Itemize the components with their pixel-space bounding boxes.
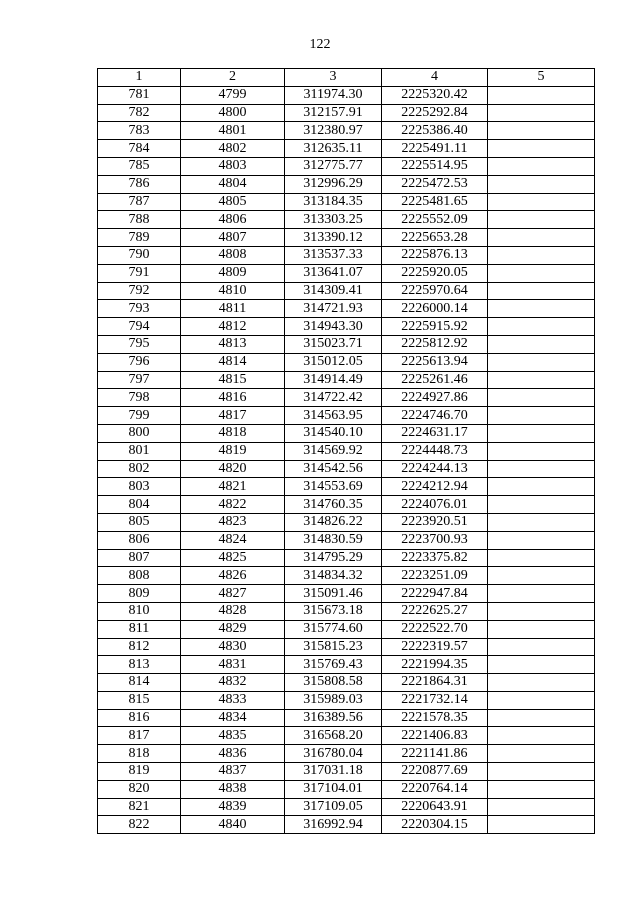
table-cell: 314722.42 bbox=[285, 389, 382, 407]
table-row bbox=[98, 407, 595, 425]
table-cell: 4801 bbox=[181, 122, 285, 140]
table-cell: 314914.49 bbox=[285, 371, 382, 389]
table-cell: 314563.95 bbox=[285, 407, 382, 425]
table-cell bbox=[488, 282, 595, 300]
table-cell bbox=[488, 674, 595, 692]
table-row bbox=[98, 727, 595, 745]
table-cell: 4836 bbox=[181, 745, 285, 763]
table-row bbox=[98, 691, 595, 709]
table-row bbox=[98, 460, 595, 478]
table-row bbox=[98, 211, 595, 229]
table-row bbox=[98, 353, 595, 371]
table-cell: 314553.69 bbox=[285, 478, 382, 496]
table-cell: 803 bbox=[98, 478, 181, 496]
table-row bbox=[98, 549, 595, 567]
table-cell bbox=[488, 122, 595, 140]
table-cell: 2222319.57 bbox=[382, 638, 488, 656]
table-cell bbox=[488, 300, 595, 318]
table-cell bbox=[488, 816, 595, 834]
table-cell: 4818 bbox=[181, 424, 285, 442]
table-cell bbox=[488, 513, 595, 531]
table-cell: 2225386.40 bbox=[382, 122, 488, 140]
table-cell: 4838 bbox=[181, 780, 285, 798]
table-cell: 4831 bbox=[181, 656, 285, 674]
table-cell: 316389.56 bbox=[285, 709, 382, 727]
table-cell: 2225970.64 bbox=[382, 282, 488, 300]
table-cell: 819 bbox=[98, 763, 181, 781]
table-cell bbox=[488, 318, 595, 336]
table-cell bbox=[488, 602, 595, 620]
column-header: 4 bbox=[382, 69, 488, 87]
table-row bbox=[98, 602, 595, 620]
table-cell: 4832 bbox=[181, 674, 285, 692]
table-cell: 4830 bbox=[181, 638, 285, 656]
table-cell: 317109.05 bbox=[285, 798, 382, 816]
table-cell: 2224927.86 bbox=[382, 389, 488, 407]
table-cell: 2225514.95 bbox=[382, 157, 488, 175]
table-cell: 313641.07 bbox=[285, 264, 382, 282]
table-row bbox=[98, 318, 595, 336]
table-cell: 2221406.83 bbox=[382, 727, 488, 745]
table-cell: 4800 bbox=[181, 104, 285, 122]
table-cell: 799 bbox=[98, 407, 181, 425]
table-cell: 2225481.65 bbox=[382, 193, 488, 211]
table-cell: 2224244.13 bbox=[382, 460, 488, 478]
table-cell bbox=[488, 264, 595, 282]
table-cell: 4799 bbox=[181, 86, 285, 104]
table-cell bbox=[488, 745, 595, 763]
table-cell: 782 bbox=[98, 104, 181, 122]
table-cell: 812 bbox=[98, 638, 181, 656]
table-cell: 314569.92 bbox=[285, 442, 382, 460]
table-row bbox=[98, 300, 595, 318]
table-cell: 312635.11 bbox=[285, 140, 382, 158]
table-cell: 314834.32 bbox=[285, 567, 382, 585]
table-cell: 797 bbox=[98, 371, 181, 389]
table-row bbox=[98, 816, 595, 834]
table-cell: 789 bbox=[98, 229, 181, 247]
table-row bbox=[98, 335, 595, 353]
table-cell: 4816 bbox=[181, 389, 285, 407]
table-cell: 2223375.82 bbox=[382, 549, 488, 567]
table-row bbox=[98, 122, 595, 140]
table-cell: 311974.30 bbox=[285, 86, 382, 104]
table-cell: 312775.77 bbox=[285, 157, 382, 175]
table-cell: 811 bbox=[98, 620, 181, 638]
table-cell: 2223700.93 bbox=[382, 531, 488, 549]
table-cell: 805 bbox=[98, 513, 181, 531]
column-header: 3 bbox=[285, 69, 382, 87]
table-cell: 315808.58 bbox=[285, 674, 382, 692]
table-cell: 2225812.92 bbox=[382, 335, 488, 353]
table-cell: 2220304.15 bbox=[382, 816, 488, 834]
table-cell bbox=[488, 549, 595, 567]
table-cell: 2225261.46 bbox=[382, 371, 488, 389]
table-cell bbox=[488, 371, 595, 389]
table-cell: 313184.35 bbox=[285, 193, 382, 211]
table-row bbox=[98, 371, 595, 389]
table-cell: 4837 bbox=[181, 763, 285, 781]
table-cell: 2220643.91 bbox=[382, 798, 488, 816]
table-cell: 314721.93 bbox=[285, 300, 382, 318]
table-cell bbox=[488, 175, 595, 193]
table-cell: 4825 bbox=[181, 549, 285, 567]
table-cell: 4839 bbox=[181, 798, 285, 816]
table-row bbox=[98, 763, 595, 781]
table-cell: 783 bbox=[98, 122, 181, 140]
table-cell: 2225876.13 bbox=[382, 246, 488, 264]
table-cell: 316992.94 bbox=[285, 816, 382, 834]
table-row bbox=[98, 282, 595, 300]
table-cell: 4813 bbox=[181, 335, 285, 353]
table-cell: 810 bbox=[98, 602, 181, 620]
table-cell: 312157.91 bbox=[285, 104, 382, 122]
table-cell: 2225552.09 bbox=[382, 211, 488, 229]
table-cell: 2225613.94 bbox=[382, 353, 488, 371]
table-cell bbox=[488, 389, 595, 407]
table-cell bbox=[488, 157, 595, 175]
table-cell: 2224212.94 bbox=[382, 478, 488, 496]
table-cell: 4811 bbox=[181, 300, 285, 318]
table-cell: 4826 bbox=[181, 567, 285, 585]
table-cell: 315774.60 bbox=[285, 620, 382, 638]
table-cell: 317104.01 bbox=[285, 780, 382, 798]
table-cell bbox=[488, 496, 595, 514]
table-cell: 2224076.01 bbox=[382, 496, 488, 514]
table-cell: 2223920.51 bbox=[382, 513, 488, 531]
table-cell: 315769.43 bbox=[285, 656, 382, 674]
table-cell bbox=[488, 478, 595, 496]
table-cell: 4829 bbox=[181, 620, 285, 638]
table-row bbox=[98, 442, 595, 460]
table-row bbox=[98, 264, 595, 282]
table-row bbox=[98, 513, 595, 531]
table-cell: 793 bbox=[98, 300, 181, 318]
table-cell: 4812 bbox=[181, 318, 285, 336]
table-row bbox=[98, 157, 595, 175]
table-cell: 4807 bbox=[181, 229, 285, 247]
table-cell: 314540.10 bbox=[285, 424, 382, 442]
table-cell bbox=[488, 727, 595, 745]
table-cell bbox=[488, 353, 595, 371]
table-cell: 785 bbox=[98, 157, 181, 175]
table-cell: 792 bbox=[98, 282, 181, 300]
table-row bbox=[98, 531, 595, 549]
table-row bbox=[98, 86, 595, 104]
table-cell bbox=[488, 763, 595, 781]
table-cell: 315673.18 bbox=[285, 602, 382, 620]
table-cell bbox=[488, 229, 595, 247]
table-cell: 312996.29 bbox=[285, 175, 382, 193]
table-cell: 817 bbox=[98, 727, 181, 745]
table-row bbox=[98, 798, 595, 816]
table-cell: 2224746.70 bbox=[382, 407, 488, 425]
table-cell bbox=[488, 104, 595, 122]
table-cell: 2226000.14 bbox=[382, 300, 488, 318]
table-cell: 4804 bbox=[181, 175, 285, 193]
table-cell: 4809 bbox=[181, 264, 285, 282]
column-header: 2 bbox=[181, 69, 285, 87]
table-cell: 809 bbox=[98, 585, 181, 603]
table-cell: 802 bbox=[98, 460, 181, 478]
table-row bbox=[98, 745, 595, 763]
table-cell: 315091.46 bbox=[285, 585, 382, 603]
table-row bbox=[98, 229, 595, 247]
table-cell: 801 bbox=[98, 442, 181, 460]
table-cell bbox=[488, 211, 595, 229]
table-cell bbox=[488, 780, 595, 798]
table-cell: 788 bbox=[98, 211, 181, 229]
table-cell: 313390.12 bbox=[285, 229, 382, 247]
table-cell: 4835 bbox=[181, 727, 285, 745]
table-cell: 2225320.42 bbox=[382, 86, 488, 104]
table-row bbox=[98, 780, 595, 798]
table-cell: 315989.03 bbox=[285, 691, 382, 709]
column-header: 5 bbox=[488, 69, 595, 87]
table-cell bbox=[488, 585, 595, 603]
table-cell bbox=[488, 567, 595, 585]
table-cell bbox=[488, 531, 595, 549]
table-cell: 4821 bbox=[181, 478, 285, 496]
table-cell bbox=[488, 620, 595, 638]
table-cell bbox=[488, 193, 595, 211]
table-cell: 2225491.11 bbox=[382, 140, 488, 158]
table-row bbox=[98, 638, 595, 656]
table-cell: 4808 bbox=[181, 246, 285, 264]
table-cell: 313537.33 bbox=[285, 246, 382, 264]
table-cell: 4828 bbox=[181, 602, 285, 620]
table-cell: 2221864.31 bbox=[382, 674, 488, 692]
table-cell bbox=[488, 335, 595, 353]
table-cell: 315012.05 bbox=[285, 353, 382, 371]
table-row bbox=[98, 424, 595, 442]
table-cell bbox=[488, 442, 595, 460]
table-cell: 2225472.53 bbox=[382, 175, 488, 193]
table-cell: 2221994.35 bbox=[382, 656, 488, 674]
table-cell: 314542.56 bbox=[285, 460, 382, 478]
table-cell: 781 bbox=[98, 86, 181, 104]
table-cell: 790 bbox=[98, 246, 181, 264]
table-cell: 4810 bbox=[181, 282, 285, 300]
table-cell: 2221732.14 bbox=[382, 691, 488, 709]
table-cell: 2224631.17 bbox=[382, 424, 488, 442]
table-row bbox=[98, 674, 595, 692]
table-cell: 2221578.35 bbox=[382, 709, 488, 727]
table-cell: 807 bbox=[98, 549, 181, 567]
table-cell: 794 bbox=[98, 318, 181, 336]
table-cell: 4805 bbox=[181, 193, 285, 211]
table-cell: 4827 bbox=[181, 585, 285, 603]
table-cell: 2225653.28 bbox=[382, 229, 488, 247]
table-cell: 315815.23 bbox=[285, 638, 382, 656]
table-cell bbox=[488, 246, 595, 264]
table-cell bbox=[488, 691, 595, 709]
table-row bbox=[98, 585, 595, 603]
table-cell: 806 bbox=[98, 531, 181, 549]
table-cell: 796 bbox=[98, 353, 181, 371]
table-cell: 314830.59 bbox=[285, 531, 382, 549]
table-cell: 2225292.84 bbox=[382, 104, 488, 122]
table-cell: 314795.29 bbox=[285, 549, 382, 567]
table-cell bbox=[488, 424, 595, 442]
table-cell: 4823 bbox=[181, 513, 285, 531]
table-cell: 317031.18 bbox=[285, 763, 382, 781]
table-header-row bbox=[98, 69, 595, 87]
table-cell: 4817 bbox=[181, 407, 285, 425]
table-row bbox=[98, 175, 595, 193]
table-cell: 4840 bbox=[181, 816, 285, 834]
table-cell bbox=[488, 656, 595, 674]
table-row bbox=[98, 656, 595, 674]
table-cell: 312380.97 bbox=[285, 122, 382, 140]
table-cell: 795 bbox=[98, 335, 181, 353]
table-cell: 315023.71 bbox=[285, 335, 382, 353]
table-cell: 4814 bbox=[181, 353, 285, 371]
table-cell: 2222522.70 bbox=[382, 620, 488, 638]
table-cell: 2222947.84 bbox=[382, 585, 488, 603]
table-cell bbox=[488, 798, 595, 816]
table-cell: 787 bbox=[98, 193, 181, 211]
table-cell: 4806 bbox=[181, 211, 285, 229]
table-cell: 4819 bbox=[181, 442, 285, 460]
table-cell: 2222625.27 bbox=[382, 602, 488, 620]
table-row bbox=[98, 567, 595, 585]
table-cell: 816 bbox=[98, 709, 181, 727]
table-cell: 316780.04 bbox=[285, 745, 382, 763]
table-cell: 822 bbox=[98, 816, 181, 834]
table-cell: 313303.25 bbox=[285, 211, 382, 229]
table-cell: 814 bbox=[98, 674, 181, 692]
table-cell: 821 bbox=[98, 798, 181, 816]
table-row bbox=[98, 496, 595, 514]
table-cell: 2220877.69 bbox=[382, 763, 488, 781]
table-cell: 4833 bbox=[181, 691, 285, 709]
table-cell: 820 bbox=[98, 780, 181, 798]
table-cell bbox=[488, 460, 595, 478]
table-row bbox=[98, 389, 595, 407]
table-cell: 2220764.14 bbox=[382, 780, 488, 798]
table-cell: 4834 bbox=[181, 709, 285, 727]
table-cell bbox=[488, 407, 595, 425]
table-cell: 800 bbox=[98, 424, 181, 442]
table-cell bbox=[488, 638, 595, 656]
table-row bbox=[98, 246, 595, 264]
table-row bbox=[98, 193, 595, 211]
table-cell: 791 bbox=[98, 264, 181, 282]
table-row bbox=[98, 140, 595, 158]
table-cell: 2225915.92 bbox=[382, 318, 488, 336]
table-cell: 804 bbox=[98, 496, 181, 514]
table-row bbox=[98, 478, 595, 496]
table-row bbox=[98, 709, 595, 727]
table-cell: 316568.20 bbox=[285, 727, 382, 745]
table-cell: 314943.30 bbox=[285, 318, 382, 336]
table-cell: 2223251.09 bbox=[382, 567, 488, 585]
table-cell bbox=[488, 86, 595, 104]
table-cell: 818 bbox=[98, 745, 181, 763]
table-cell: 786 bbox=[98, 175, 181, 193]
table-cell: 815 bbox=[98, 691, 181, 709]
table-cell bbox=[488, 140, 595, 158]
table-cell: 314760.35 bbox=[285, 496, 382, 514]
table-cell: 4822 bbox=[181, 496, 285, 514]
table-cell: 813 bbox=[98, 656, 181, 674]
table-cell: 2221141.86 bbox=[382, 745, 488, 763]
table-cell: 798 bbox=[98, 389, 181, 407]
column-header: 1 bbox=[98, 69, 181, 87]
table-row bbox=[98, 620, 595, 638]
page-number: 122 bbox=[309, 37, 331, 52]
table-cell: 4820 bbox=[181, 460, 285, 478]
table-cell: 808 bbox=[98, 567, 181, 585]
table-cell bbox=[488, 709, 595, 727]
coordinates-table bbox=[97, 68, 595, 834]
table-cell: 784 bbox=[98, 140, 181, 158]
table-cell: 4802 bbox=[181, 140, 285, 158]
table-cell: 2225920.05 bbox=[382, 264, 488, 282]
table-cell: 314826.22 bbox=[285, 513, 382, 531]
table-cell: 4824 bbox=[181, 531, 285, 549]
table-cell: 2224448.73 bbox=[382, 442, 488, 460]
table-cell: 314309.41 bbox=[285, 282, 382, 300]
table-cell: 4803 bbox=[181, 157, 285, 175]
table-row bbox=[98, 104, 595, 122]
table-cell: 4815 bbox=[181, 371, 285, 389]
table-body bbox=[98, 86, 595, 833]
